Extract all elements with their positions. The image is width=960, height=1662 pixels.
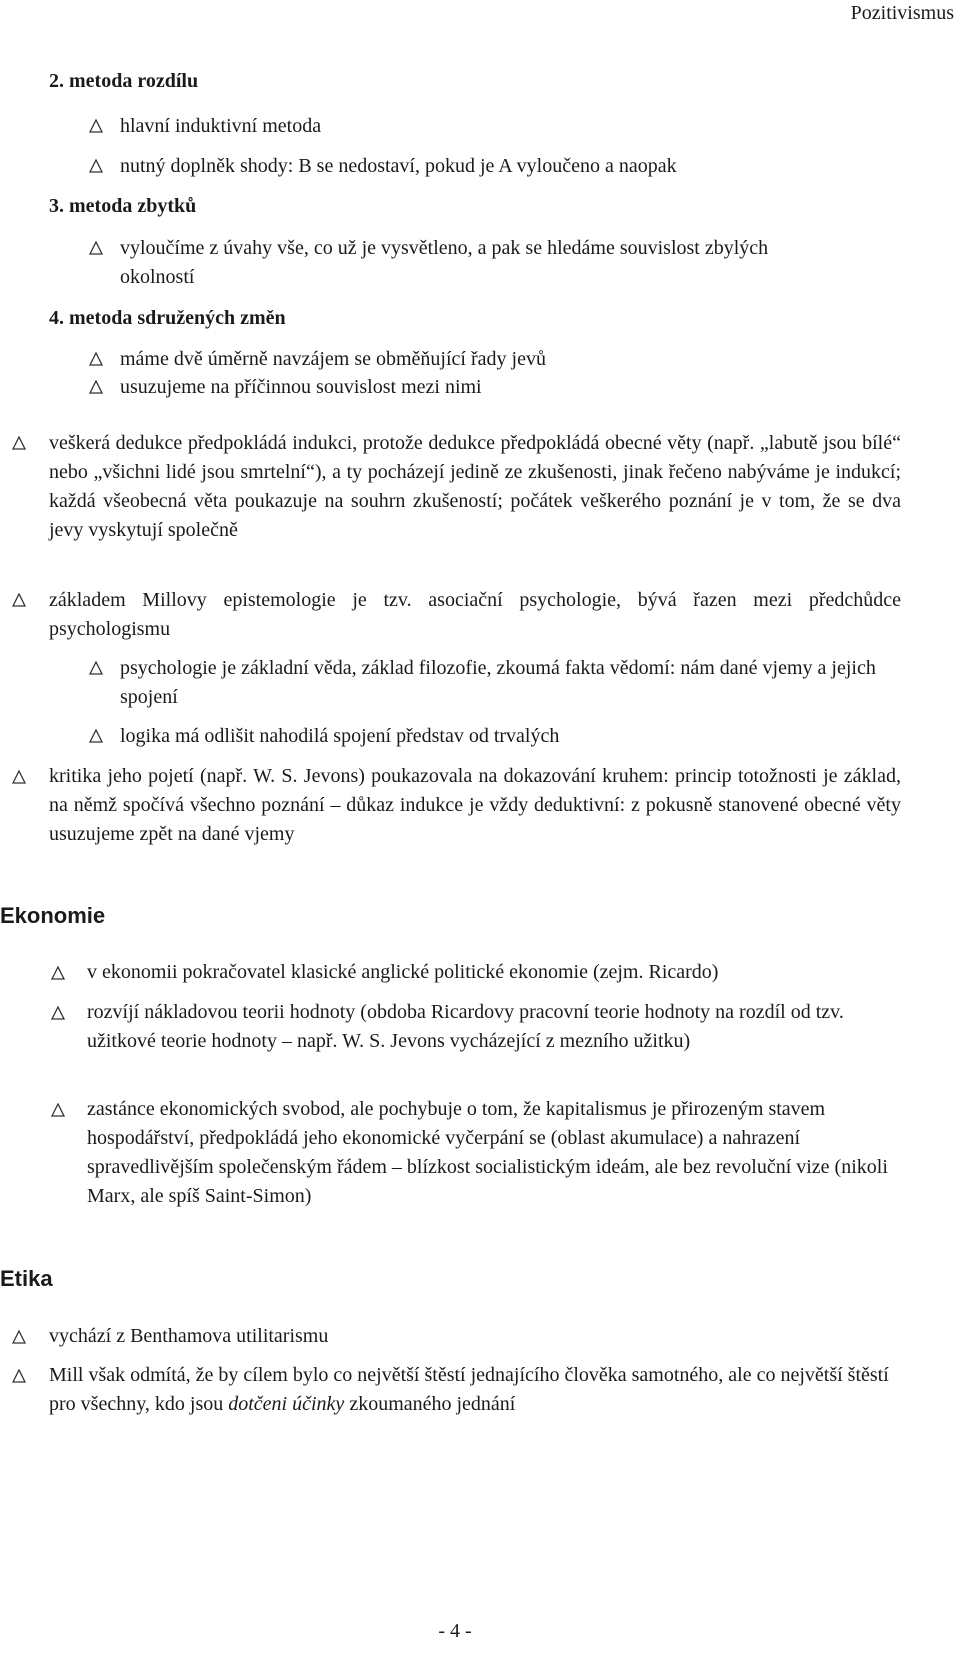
warning-bullet-icon [51,966,65,980]
warning-bullet-icon [89,380,103,394]
section-heading: Etika [0,1266,53,1291]
warning-bullet-icon [12,1369,26,1383]
warning-bullet-icon [89,729,103,743]
paragraph [49,1361,899,1419]
ethics-text: Mill však odmítá, že by cílem bylo co největší štěstí jednajícího člověka samotného, ale co největší štěstí pro všechny, kdo jsou [49,1364,889,1415]
list-item: máme dvě úměrně navzájem se obměňující řady jevů [120,348,546,370]
method-heading: 2. metoda rozdílu [49,70,199,92]
warning-bullet-icon [89,352,103,366]
paragraph: veškerá dedukce předpokládá indukci, protože dedukce předpokládá obecné věty (např. „labutě jsou bílé“ nebo „všichni lidé jsou smrtelní“), a ty pocházejí jedině ze zkušenosti, jinak řečeno nabýváme je indukcí; každá všeobecná věta poukazuje na souhrn zkušeností; počátek veškerého poznání je v tom, že se dva jevy vyskytují společně [49,432,901,541]
warning-bullet-icon [51,1103,65,1117]
list-item: v ekonomii pokračovatel klasické anglické politické ekonomie (zejm. Ricardo) [87,961,719,983]
list-item: usuzujeme na příčinnou souvislost mezi nimi [120,376,482,398]
ethics-text: zkoumaného jednání [349,1393,516,1415]
warning-bullet-icon [12,770,26,784]
method-heading: 3. metoda zbytků [49,195,197,217]
warning-bullet-icon [89,119,103,133]
warning-bullet-icon [12,1330,26,1344]
warning-bullet-icon [12,593,26,607]
list-item: zastánce ekonomických svobod, ale pochybuje o tom, že kapitalismus je přirozeným stavem hospodářství, předpokládá jeho ekonomické vyčerpání se (oblast akumulace) a nahrazení spravedlivějším společenským řádem – blízkost socialistickým ideám, ale bez revoluční vize (nikoli Marx, ale spíš Saint-Simon) [87,1098,888,1207]
paragraph: kritika jeho pojetí (např. W. S. Jevons) poukazovala na dokazování kruhem: princip totožnosti je základ, na němž spočívá všechno poznání – důkaz indukce je vždy deduktivní: z pokusně stanovené obecné věty usuzujeme zpět na dané vjemy [49,765,901,845]
paragraph: základem Millovy epistemologie je tzv. asociační psychologie, bývá řazen mezi předchůdce psychologismu [49,589,901,640]
warning-bullet-icon [51,1006,65,1020]
section-heading: Ekonomie [0,903,106,928]
list-item: rozvíjí nákladovou teorii hodnoty (obdoba Ricardovy pracovní teorie hodnoty na rozdíl od tzv. užitkové teorie hodnoty – např. W. S. Jevons vycházející z mezního užitku) [87,1001,844,1052]
list-item: hlavní induktivní metoda [120,115,322,137]
running-header: Pozitivismus [850,2,954,24]
list-item: logika má odlišit nahodilá spojení představ od trvalých [120,725,560,747]
warning-bullet-icon [89,241,103,255]
list-item: psychologie je základní věda, základ filozofie, zkoumá fakta vědomí: nám dané vjemy a jejich spojení [120,657,876,708]
emphasized-text: dotčeni účinky [228,1393,345,1415]
warning-bullet-icon [12,436,26,450]
list-item: vychází z Benthamova utilitarismu [49,1325,329,1347]
page-number: - 4 - [438,1620,472,1642]
warning-bullet-icon [89,661,103,675]
list-item: vyloučíme z úvahy vše, co už je vysvětleno, a pak se hledáme souvislost zbylých okolností [120,237,769,288]
warning-bullet-icon [89,159,103,173]
list-item: nutný doplněk shody: B se nedostaví, pokud je A vyloučeno a naopak [120,155,677,177]
method-heading: 4. metoda sdružených změn [49,307,286,329]
